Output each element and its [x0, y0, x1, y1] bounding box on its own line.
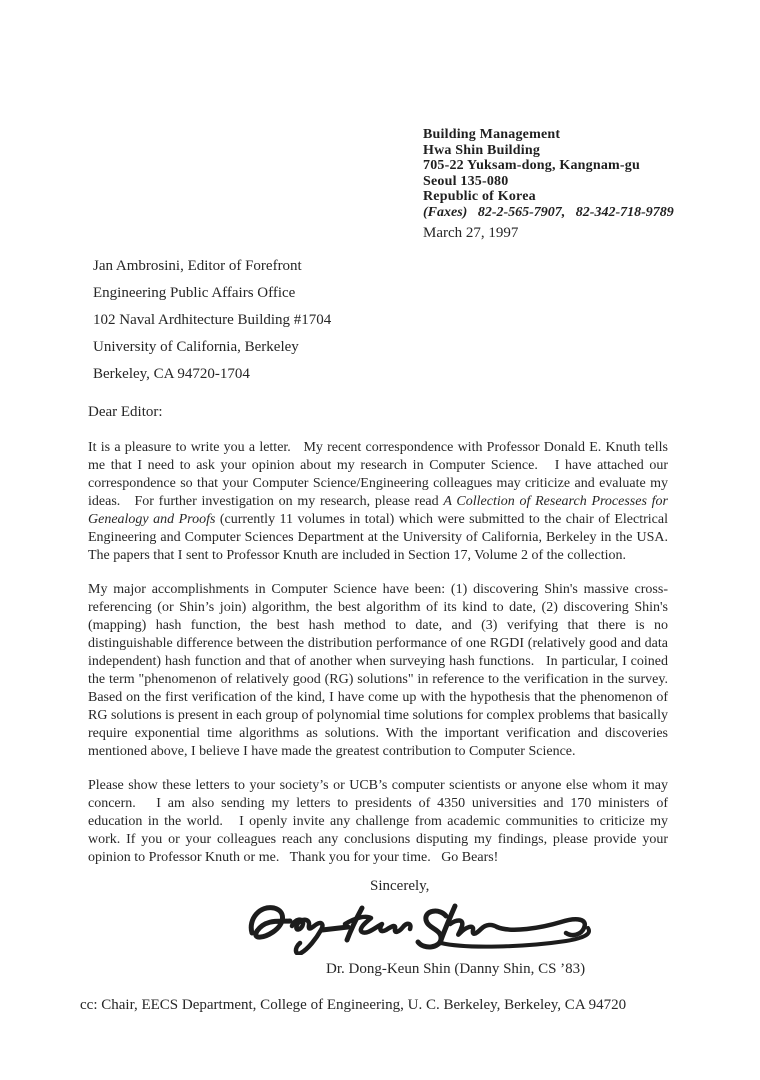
valediction: Sincerely,	[370, 878, 430, 894]
letterhead-line: Hwa Shin Building	[423, 142, 541, 158]
paragraph-1-text-after-title: (currently 11 volumes in total) which were submitted to the chair of Electrical Engineering and Computer Sciences Department at the University of California, Berkeley in the USA. The papers that I sent to Professor Knuth are included in Section 17, Volume 2 of the collection.	[88, 512, 672, 563]
recipient-line: 102 Naval Ardhitecture Building #1704	[93, 312, 332, 328]
recipient-line: University of California, Berkeley	[93, 339, 299, 355]
recipient-line: Jan Ambrosini, Editor of Forefront	[93, 258, 302, 274]
cc-line: cc: Chair, EECS Department, College of Engineering, U. C. Berkeley, Berkeley, CA 94720	[80, 997, 627, 1013]
letterhead-line: 705-22 Yuksam-dong, Kangnam-gu	[423, 158, 640, 173]
salutation: Dear Editor:	[88, 404, 163, 420]
body-paragraph-2: My major accomplishments in Computer Science have been: (1) discovering Shin's massive cross-referencing (or Shin’s join) algorithm, the best algorithm of its kind to date, (2) discovering Shin's (mapping) hash function, the best hash method to date, and (3) verifying that there is no distinguishable difference between the distribution performance of one RGDI (relatively good and data independent) hash function and that of another when surveying hash functions. In particular, I coined the term "phenomenon of relatively good (RG) solutions" in reference to the verification in the survey. Based on the first verification of the kind, I have come up with the hypothesis that the phenomenon of RG solutions is present in each group of polynomial time solutions for complex problems that basically require exponential time algorithms as solutions. With the important verification and discoveries mentioned above, I believe I have made the greatest contribution to Computer Science.	[88, 582, 679, 759]
signature-handwriting	[236, 897, 604, 955]
book-title: A Collection of Research Processes for Genealogy and Proofs	[88, 494, 672, 527]
typed-signature-name: Dr. Dong-Keun Shin (Danny Shin, CS ’83)	[326, 961, 586, 977]
letterhead	[423, 127, 668, 205]
recipient-line: Engineering Public Affairs Office	[93, 285, 296, 301]
letter-date: March 27, 1997	[423, 225, 519, 241]
fax-numbers-line: (Faxes) 82-2-565-7907, 82-342-718-9789	[423, 204, 674, 220]
body-paragraph-1	[88, 439, 672, 565]
letterhead-line: Seoul 135-080	[423, 173, 509, 189]
letter-content	[80, 127, 679, 1015]
letterhead-line: Republic of Korea	[423, 189, 536, 204]
body-paragraph-3: Please show these letters to your society’s or UCB’s computer scientists or anyone else whom it may concern. I am also sending my letters to presidents of 4350 universities and 170 ministers of education in the world. I openly invite any challenge from academic communities to criticize my work. If you or your colleagues reach any conclusions disputing my findings, please provide your opinion to Professor Knuth or me. Thank you for your time. Go Bears!	[88, 778, 672, 865]
paragraph-1-text-before-title: It is a pleasure to write you a letter. My recent correspondence with Professor Donald E. Knuth tells me that I need to ask your opinion about my research in Computer Science. I have attached our correspondence so that your Computer Science/Engineering colleagues may criticize and evaluate my ideas. For further investigation on my research, please read	[88, 440, 672, 509]
recipient-address	[93, 253, 668, 388]
letterhead-line: Building Management	[423, 127, 561, 142]
recipient-line: Berkeley, CA 94720-1704	[93, 366, 250, 382]
